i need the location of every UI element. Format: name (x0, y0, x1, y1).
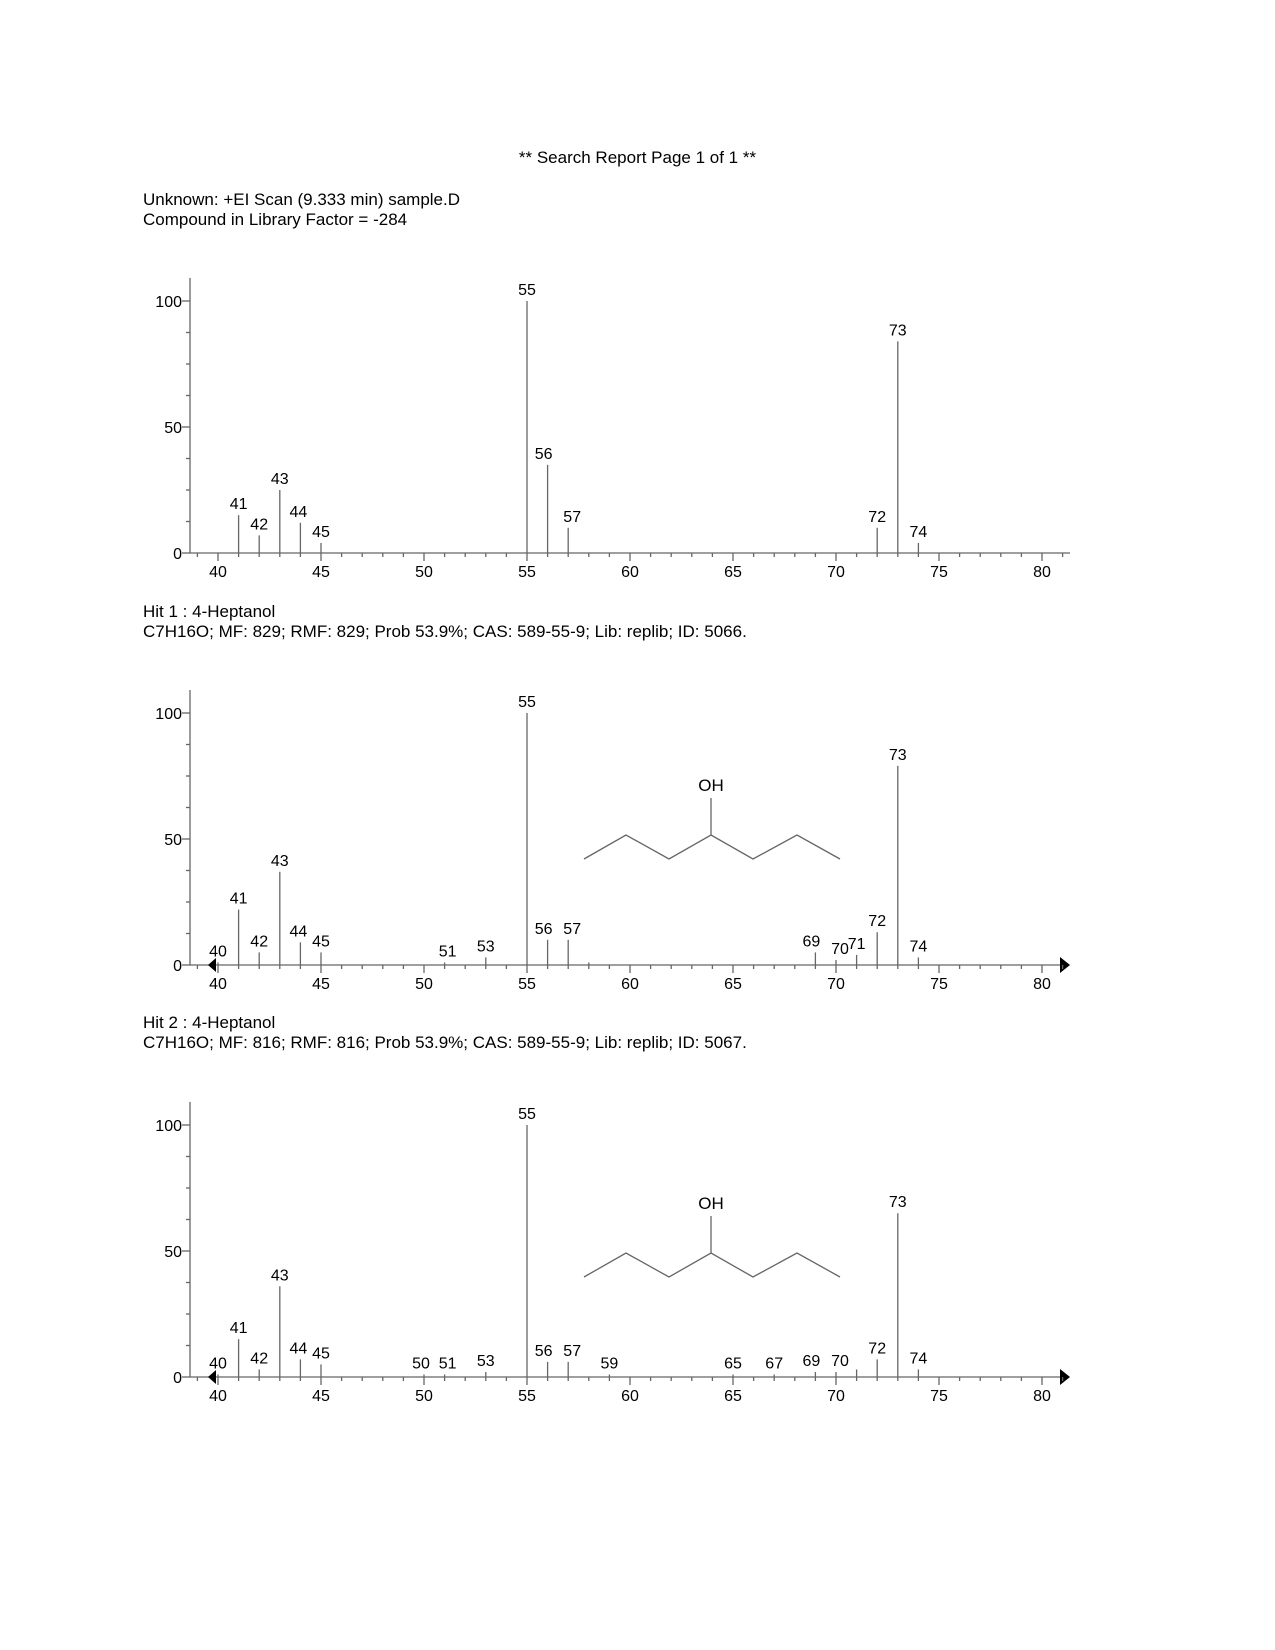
peak-label-53: 53 (476, 1352, 495, 1370)
peak-label-43: 43 (270, 852, 289, 870)
peak-label-56: 56 (534, 1342, 553, 1360)
x-tick-label: 80 (1033, 976, 1051, 993)
peak-label-45: 45 (312, 1345, 330, 1363)
hit-2-details: C7H16O; MF: 816; RMF: 816; Prob 53.9%; CAS: 589-55-9; Lib: replib; ID: 5067. (143, 1033, 747, 1052)
x-tick-label: 40 (209, 976, 227, 993)
report-title: ** Search Report Page 1 of 1 ** (518, 148, 757, 167)
x-tick-label: 55 (518, 1388, 536, 1405)
x-tick-label: 60 (621, 564, 639, 581)
peak-label-72: 72 (868, 1340, 887, 1358)
hit-1-details: C7H16O; MF: 829; RMF: 829; Prob 53.9%; CAS: 589-55-9; Lib: replib; ID: 5066. (143, 622, 747, 641)
x-tick-label: 40 (209, 564, 227, 581)
x-tick-label: 65 (724, 976, 742, 993)
peak-label-41: 41 (229, 1320, 248, 1338)
peak-label-43: 43 (270, 471, 289, 488)
peak-label-57: 57 (563, 1342, 582, 1360)
peak-label-73: 73 (888, 322, 907, 340)
peak-label-45: 45 (312, 933, 330, 951)
x-tick-label: 75 (930, 976, 948, 993)
peak-label-55: 55 (518, 1106, 536, 1123)
x-tick-label: 75 (930, 564, 948, 581)
x-tick-label: 60 (621, 1388, 639, 1405)
x-tick-label: 50 (415, 1388, 433, 1405)
peak-label-72: 72 (868, 913, 887, 931)
y-tick-label: 0 (173, 958, 182, 975)
x-tick-label: 80 (1033, 1388, 1051, 1405)
peak-label-69: 69 (802, 1352, 821, 1370)
x-tick-label: 45 (312, 1388, 330, 1405)
heptanol-structure (584, 1194, 840, 1277)
peak-label-72: 72 (868, 508, 887, 526)
peak-label-73: 73 (888, 1194, 907, 1212)
x-tick-label: 65 (724, 564, 742, 581)
peak-label-51: 51 (438, 943, 457, 961)
x-tick-label: 70 (827, 976, 845, 993)
peak-label-56: 56 (534, 445, 553, 463)
x-tick-label: 75 (930, 1388, 948, 1405)
x-tick-label: 55 (518, 976, 536, 993)
x-tick-label: 55 (518, 564, 536, 581)
peak-label-44: 44 (289, 503, 308, 521)
peak-label-55: 55 (518, 694, 536, 711)
y-tick-label: 50 (164, 420, 182, 437)
peak-label-74: 74 (909, 938, 928, 956)
y-tick-label: 100 (155, 1118, 182, 1135)
peak-label-59: 59 (600, 1355, 619, 1373)
peak-label-45: 45 (312, 523, 330, 541)
peak-label-74: 74 (909, 523, 928, 541)
peak-label-56: 56 (534, 920, 553, 938)
peak-label-65: 65 (724, 1355, 742, 1373)
peak-label-44: 44 (289, 1340, 308, 1358)
peak-label-42: 42 (250, 1350, 269, 1368)
oh-label: OH (698, 1194, 724, 1213)
carbon-chain (584, 1253, 840, 1277)
peak-label-40: 40 (209, 943, 227, 961)
hit-2-title: Hit 2 : 4-Heptanol (143, 1013, 276, 1032)
peak-label-41: 41 (229, 890, 248, 908)
peak-label-71: 71 (847, 935, 866, 953)
peak-label-55: 55 (518, 282, 536, 299)
x-axis-right-arrow (1060, 1369, 1070, 1385)
peak-label-41: 41 (229, 496, 248, 514)
x-tick-label: 70 (827, 1388, 845, 1405)
peak-label-51: 51 (438, 1355, 457, 1373)
peak-label-67: 67 (765, 1355, 784, 1373)
x-tick-label: 40 (209, 1388, 227, 1405)
peak-label-70: 70 (831, 940, 849, 958)
library-factor: Compound in Library Factor = -284 (143, 210, 408, 229)
hit-1-title: Hit 1 : 4-Heptanol (143, 602, 276, 621)
peak-label-42: 42 (250, 516, 269, 534)
peak-label-69: 69 (802, 933, 821, 951)
peak-label-70: 70 (831, 1352, 849, 1370)
y-tick-label: 100 (155, 294, 182, 311)
peak-label-57: 57 (563, 508, 582, 526)
peak-label-73: 73 (888, 746, 907, 764)
peak-label-74: 74 (909, 1350, 928, 1368)
x-tick-label: 45 (312, 976, 330, 993)
peak-label-53: 53 (476, 938, 495, 956)
unknown-scan-info: Unknown: +EI Scan (9.333 min) sample.D (143, 190, 461, 209)
y-tick-label: 50 (164, 832, 182, 849)
y-tick-label: 100 (155, 706, 182, 723)
x-tick-label: 70 (827, 564, 845, 581)
x-tick-label: 80 (1033, 564, 1051, 581)
peak-label-43: 43 (270, 1267, 289, 1285)
unknown-spectrum-chart (0, 260, 1275, 590)
x-tick-label: 60 (621, 976, 639, 993)
heptanol-structure (584, 776, 840, 859)
x-tick-label: 45 (312, 564, 330, 581)
y-tick-label: 0 (173, 1370, 182, 1387)
x-tick-label: 65 (724, 1388, 742, 1405)
y-tick-label: 50 (164, 1244, 182, 1261)
x-tick-label: 50 (415, 976, 433, 993)
peak-label-40: 40 (209, 1355, 227, 1373)
peak-label-44: 44 (289, 923, 308, 941)
peak-label-57: 57 (563, 920, 582, 938)
peak-label-50: 50 (412, 1355, 430, 1373)
hit-2-spectrum-chart (0, 1084, 1275, 1414)
oh-label: OH (698, 776, 724, 795)
y-tick-label: 0 (173, 546, 182, 563)
hit-1-spectrum-chart (0, 672, 1275, 1002)
carbon-chain (584, 835, 840, 859)
x-axis-right-arrow (1060, 957, 1070, 973)
x-tick-label: 50 (415, 564, 433, 581)
peak-label-42: 42 (250, 933, 269, 951)
